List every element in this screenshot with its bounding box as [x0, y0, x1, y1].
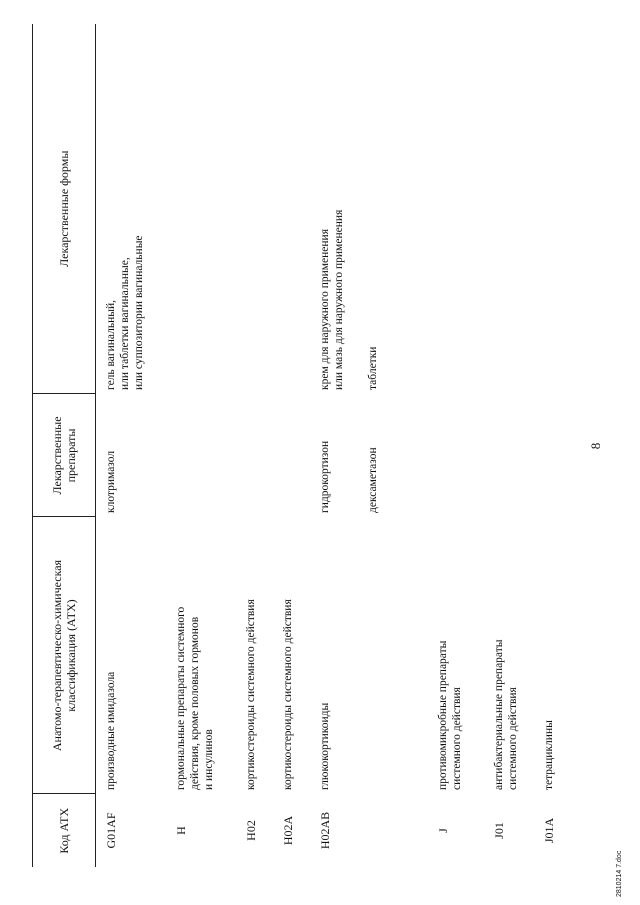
- cell-code: H02: [243, 820, 258, 841]
- cell-classification: [366, 517, 436, 794]
- cell-forms: [96, 24, 174, 394]
- cell-code: J01A: [541, 817, 556, 844]
- cell-forms: [366, 24, 436, 394]
- cell-code: J01: [491, 822, 506, 839]
- cell-preparations: [174, 394, 244, 517]
- table-row: [436, 24, 492, 867]
- cell-forms: [318, 24, 366, 394]
- atx-table: [32, 24, 572, 867]
- cell-code: G01AF: [104, 812, 118, 849]
- table-row: [174, 24, 244, 867]
- forms-line: гель вагинальный,: [105, 299, 117, 390]
- header-classification: [33, 517, 96, 794]
- cell-code: H02AB: [317, 811, 332, 850]
- cell-forms: [436, 24, 492, 394]
- footer-doc-code: 2810214 7.doc: [616, 850, 623, 897]
- page-number: 8: [588, 442, 603, 450]
- header-preparations: Лекарственные препараты: [33, 394, 96, 517]
- classification-line: кортикостероиды системного действия: [244, 599, 257, 790]
- cell-preparations: [318, 394, 366, 517]
- cell-preparations: [542, 394, 572, 517]
- forms-line: или мазь для наружного применения: [332, 209, 345, 390]
- cell-classification: [318, 517, 366, 794]
- cell-classification: [96, 517, 174, 794]
- cell-classification: [436, 517, 492, 794]
- cell-forms: [174, 24, 244, 394]
- forms-line: крем для наружного применения: [318, 228, 331, 390]
- classification-line: антибактериальные препараты: [492, 639, 505, 790]
- cell-preparations: [244, 394, 281, 517]
- cell-forms: [281, 24, 318, 394]
- forms-line: или таблетки вагинальные,: [119, 257, 131, 390]
- header-code: Код АТХ: [33, 794, 96, 867]
- cell-code: J: [435, 828, 450, 833]
- table-row: [244, 24, 281, 867]
- preparations-line: гидрокортизон: [318, 440, 331, 513]
- cell-preparations: [281, 394, 318, 517]
- classification-line: кортикостероиды системного действия: [281, 599, 294, 790]
- cell-classification: [492, 517, 542, 794]
- cell-code: H: [173, 826, 188, 835]
- table-row: [281, 24, 318, 867]
- classification-line: системного действия: [506, 687, 519, 790]
- cell-forms: [492, 24, 542, 394]
- table-row: [318, 24, 366, 867]
- table-row: [366, 24, 436, 867]
- cell-classification: [281, 517, 318, 794]
- table-row: [492, 24, 542, 867]
- table-body: [96, 24, 572, 867]
- cell-classification: [174, 517, 244, 794]
- cell-preparations: [436, 394, 492, 517]
- forms-line: или суппозитории вагинальные: [133, 235, 145, 390]
- table-header: [33, 24, 96, 867]
- cell-preparations: [366, 394, 436, 517]
- classification-line: тетрациклины: [542, 720, 555, 790]
- classification-line: и инсулинов: [202, 729, 215, 790]
- table-row: [542, 24, 572, 867]
- classification-line: производные имидазола: [105, 671, 117, 790]
- header-forms: Лекарственные формы: [33, 24, 96, 394]
- forms-line: таблетки: [366, 346, 379, 390]
- classification-line: системного действия: [450, 687, 463, 790]
- cell-preparations: [96, 394, 174, 517]
- classification-line: действия, кроме половых гормонов: [188, 616, 201, 790]
- classification-line: противомикробные препараты: [436, 640, 449, 790]
- classification-line: гормональные препараты системного: [174, 606, 187, 790]
- preparations-line: дексаметазон: [366, 447, 379, 513]
- cell-forms: [244, 24, 281, 394]
- table-row: [96, 24, 174, 867]
- cell-code: [366, 794, 436, 867]
- header-classification-line: Анатомо-терапевтическо-химическая: [50, 559, 64, 752]
- preparations-line: клотримазол: [105, 450, 117, 513]
- cell-preparations: [492, 394, 542, 517]
- cell-classification: [542, 517, 572, 794]
- cell-forms: [542, 24, 572, 394]
- cell-code: H02A: [280, 815, 295, 846]
- cell-classification: [244, 517, 281, 794]
- header-classification-line: классификация (АТХ): [64, 599, 78, 712]
- classification-line: глюкокортикоиды: [318, 702, 331, 790]
